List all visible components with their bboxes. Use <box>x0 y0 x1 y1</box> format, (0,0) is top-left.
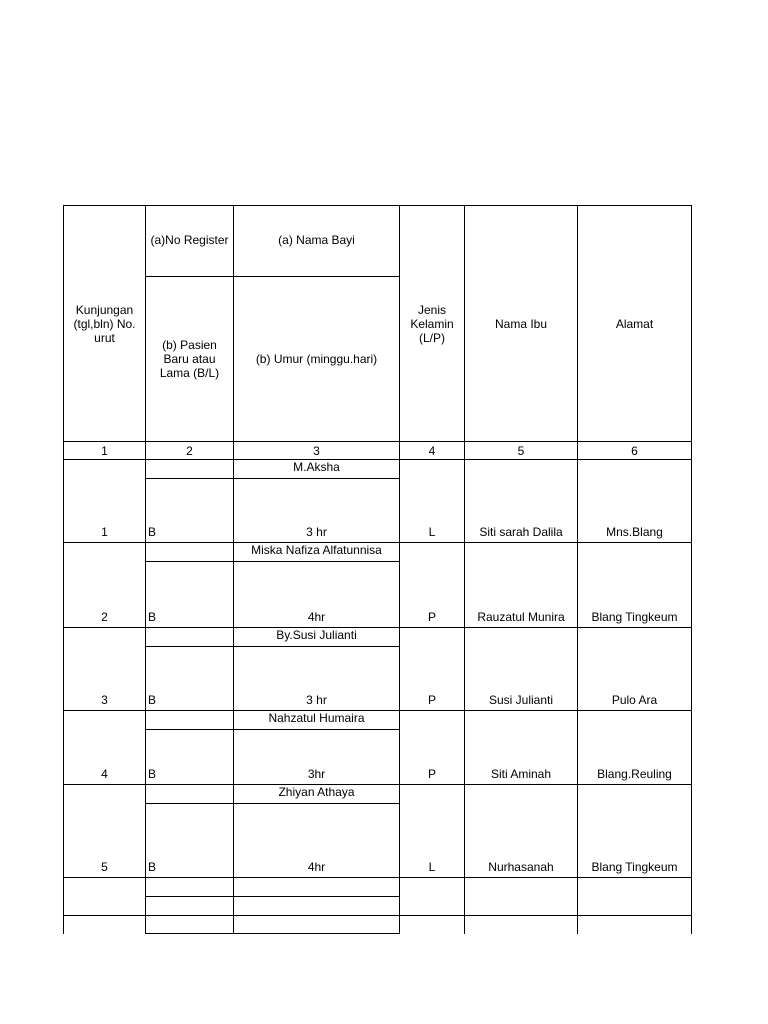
jenis-kelamin-cell: P <box>400 711 465 785</box>
empty-cell <box>578 878 692 916</box>
empty-cell <box>146 897 234 916</box>
column-number: 5 <box>465 442 578 460</box>
umur-cell: 3hr <box>234 730 400 785</box>
header-nama-ibu: Nama Ibu <box>465 206 578 442</box>
status-cell: B <box>146 479 234 543</box>
empty-cell <box>578 916 692 934</box>
alamat-cell: Mns.Blang <box>578 460 692 543</box>
status-cell: B <box>146 730 234 785</box>
empty-cell <box>400 916 465 934</box>
nama-bayi-cell: Zhiyan Athaya <box>234 785 400 804</box>
empty-cell <box>465 916 578 934</box>
nama-bayi-cell: By.Susi Julianti <box>234 628 400 647</box>
empty-cell <box>400 878 465 916</box>
empty-cell <box>234 897 400 916</box>
column-number: 2 <box>146 442 234 460</box>
row-number: 5 <box>64 785 146 878</box>
empty-cell <box>64 916 146 934</box>
register-table <box>63 205 692 934</box>
jenis-kelamin-cell: P <box>400 628 465 711</box>
no-register-cell <box>146 543 234 562</box>
table-row <box>64 460 692 479</box>
empty-cell <box>146 916 234 934</box>
row-number: 2 <box>64 543 146 628</box>
header-nama-bayi: (a) Nama Bayi <box>234 206 400 277</box>
nama-ibu-cell: Siti Aminah <box>465 711 578 785</box>
empty-cell <box>465 878 578 916</box>
row-number: 1 <box>64 460 146 543</box>
header-umur: (b) Umur (minggu.hari) <box>234 277 400 442</box>
empty-row <box>64 878 692 897</box>
alamat-cell: Pulo Ara <box>578 628 692 711</box>
umur-cell: 3 hr <box>234 479 400 543</box>
no-register-cell <box>146 460 234 479</box>
nama-bayi-cell: Nahzatul Humaira <box>234 711 400 730</box>
header-alamat: Alamat <box>578 206 692 442</box>
row-number: 4 <box>64 711 146 785</box>
empty-cell <box>64 878 146 916</box>
header-jenis-kelamin: Jenis Kelamin (L/P) <box>400 206 465 442</box>
nama-ibu-cell: Siti sarah Dalila <box>465 460 578 543</box>
column-number: 1 <box>64 442 146 460</box>
umur-cell: 4hr <box>234 804 400 878</box>
jenis-kelamin-cell: L <box>400 785 465 878</box>
row-number: 3 <box>64 628 146 711</box>
empty-cell <box>146 878 234 897</box>
alamat-cell: Blang Tingkeum <box>578 785 692 878</box>
nama-ibu-cell: Rauzatul Munira <box>465 543 578 628</box>
empty-cell <box>234 916 400 934</box>
jenis-kelamin-cell: L <box>400 460 465 543</box>
column-number-row <box>64 442 692 460</box>
no-register-cell <box>146 711 234 730</box>
status-cell: B <box>146 562 234 628</box>
no-register-cell <box>146 628 234 647</box>
partial-row <box>64 916 692 934</box>
nama-ibu-cell: Nurhasanah <box>465 785 578 878</box>
status-cell: B <box>146 804 234 878</box>
umur-cell: 3 hr <box>234 647 400 711</box>
table-row <box>64 711 692 730</box>
nama-bayi-cell: M.Aksha <box>234 460 400 479</box>
nama-ibu-cell: Susi Julianti <box>465 628 578 711</box>
alamat-cell: Blang.Reuling <box>578 711 692 785</box>
column-number: 6 <box>578 442 692 460</box>
table-row <box>64 628 692 647</box>
nama-bayi-cell: Miska Nafiza Alfatunnisa <box>234 543 400 562</box>
column-number: 3 <box>234 442 400 460</box>
jenis-kelamin-cell: P <box>400 543 465 628</box>
alamat-cell: Blang Tingkeum <box>578 543 692 628</box>
table-row <box>64 543 692 562</box>
empty-cell <box>234 878 400 897</box>
status-cell: B <box>146 647 234 711</box>
column-number: 4 <box>400 442 465 460</box>
header-kunjungan: Kunjungan (tgl,bln) No. urut <box>64 206 146 442</box>
header-row-a <box>64 206 692 277</box>
no-register-cell <box>146 785 234 804</box>
table-row <box>64 785 692 804</box>
header-no-register: (a)No Register <box>146 206 234 277</box>
header-pasien-status: (b) Pasien Baru atau Lama (B/L) <box>146 277 234 442</box>
umur-cell: 4hr <box>234 562 400 628</box>
